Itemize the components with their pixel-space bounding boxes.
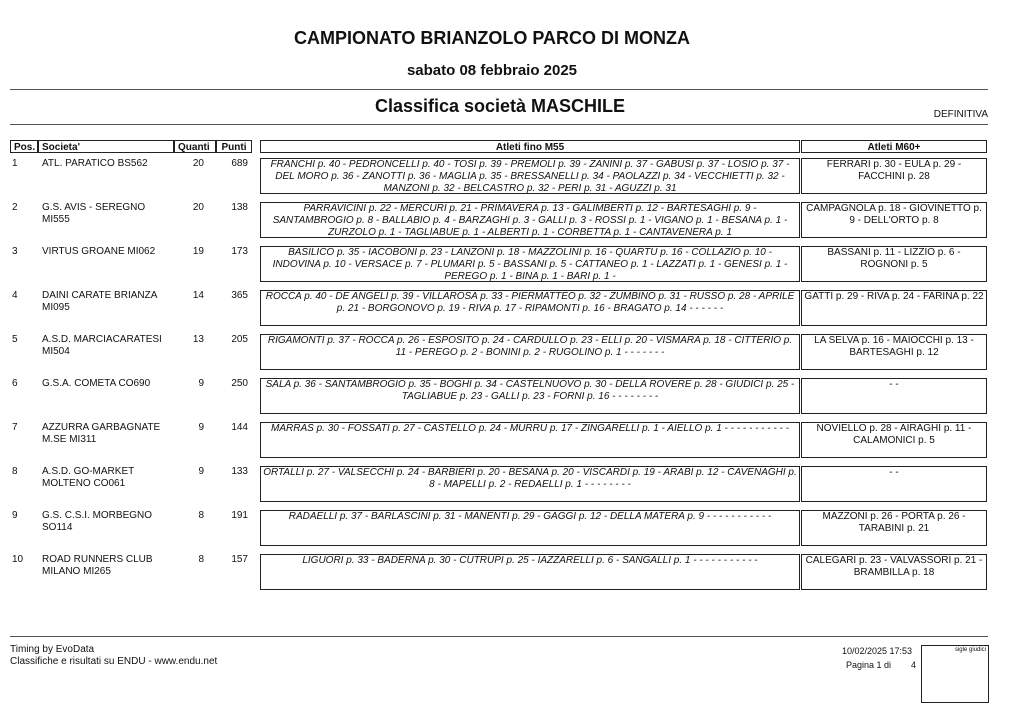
col-header-pos: Pos. (10, 140, 38, 153)
pos-cell: 9 (12, 510, 18, 521)
header-rule-bottom (10, 124, 988, 125)
m55-cell: LIGUORI p. 33 - BADERNA p. 30 - CUTRUPI p. 25 - IAZZARELLI p. 6 - SANGALLI p. 1 - - - - - - - - - - - (260, 554, 800, 590)
timing-credit: Timing by EvoData (10, 644, 95, 655)
header-rule (10, 89, 988, 90)
m55-cell: MARRAS p. 30 - FOSSATI p. 27 - CASTELLO p. 24 - MURRU p. 17 - ZINGARELLI p. 1 - AIELLO p. 1 - - - - - - - - - - - (260, 422, 800, 458)
m60-cell: BASSANI p. 11 - LIZZIO p. 6 - ROGNONI p. 5 (801, 246, 987, 282)
m55-cell: ORTALLI p. 27 - VALSECCHI p. 24 - BARBIERI p. 20 - BESANA p. 20 - VISCARDI p. 19 - ARABI p. 12 - CAVENAGHI p. 8 - MAPELLI p. 2 - REDAELLI p. 1 - - - - - - - - (260, 466, 800, 502)
championship-title: CAMPIONATO BRIANZOLO PARCO DI MONZA (294, 28, 690, 48)
m60-cell: NOVIELLO p. 28 - AIRAGHI p. 11 - CALAMONICI p. 5 (801, 422, 987, 458)
col-header-m55: Atleti fino M55 (260, 140, 800, 153)
societa-cell: VIRTUS GROANE MI062 (42, 246, 156, 257)
col-header-punti: Punti (216, 140, 252, 153)
societa-cell: A.S.D. GO-MARKET MOLTENO CO061 (42, 466, 135, 489)
punti-cell: 133 (231, 466, 248, 477)
quanti-cell: 20 (192, 158, 204, 169)
m60-cell: CALEGARI p. 23 - VALVASSORI p. 21 - BRAMBILLA p. 18 (801, 554, 987, 590)
col-header-societa: Societa' (38, 140, 174, 153)
punti-cell: 157 (231, 554, 248, 565)
m60-cell: - - (801, 378, 987, 414)
pos-cell: 1 (12, 158, 18, 169)
societa-cell: A.S.D. MARCIACARATESI MI504 (42, 334, 162, 357)
classification-title: Classifica società MASCHILE (374, 96, 626, 116)
societa-cell: G.S. AVIS - SEREGNO MI555 (42, 202, 146, 225)
quanti-cell: 9 (198, 466, 204, 477)
m55-cell: RIGAMONTI p. 37 - ROCCA p. 26 - ESPOSITO p. 24 - CARDULLO p. 23 - ELLI p. 20 - VISMARA p. 18 - CITTERIO p. 11 - PEREGO p. 2 - BONINI p. 2 - RUGOLINO p. 1 - - - - - - - (260, 334, 800, 370)
signature-box (921, 645, 989, 703)
m60-cell: - - (801, 466, 987, 502)
societa-cell: AZZURRA GARBAGNATE M.SE MI311 (42, 422, 161, 445)
punti-cell: 689 (231, 158, 248, 169)
pos-cell: 6 (12, 378, 18, 389)
punti-cell: 191 (231, 510, 248, 521)
pos-cell: 3 (12, 246, 18, 257)
status-label: DEFINITIVA (933, 109, 988, 120)
m55-cell: ROCCA p. 40 - DE ANGELI p. 39 - VILLAROSA p. 33 - PIERMATTEO p. 32 - ZUMBINO p. 31 - RUSSO p. 28 - APRILE p. 21 - BORGONOVO p. 19 - RIVA p. 17 - RIPAMONTI p. 16 - BRAGATO p. 14 - - - - - - (260, 290, 800, 326)
societa-cell: G.S.A. COMETA CO690 (42, 378, 151, 389)
m55-cell: SALA p. 36 - SANTAMBROGIO p. 35 - BOGHI p. 34 - CASTELNUOVO p. 30 - DELLA ROVERE p. 28 - GIUDICI p. 25 - TAGLIABUE p. 23 - GALLI p. 23 - FORNI p. 16 - - - - - - - - (260, 378, 800, 414)
col-header-m60: Atleti M60+ (801, 140, 987, 153)
pos-cell: 7 (12, 422, 18, 433)
societa-cell: ATL. PARATICO BS562 (42, 158, 148, 169)
punti-cell: 250 (231, 378, 248, 389)
m55-cell: PARRAVICINI p. 22 - MERCURI p. 21 - PRIMAVERA p. 13 - GALIMBERTI p. 12 - BARTESAGHI p. 9 - SANTAMBROGIO p. 8 - BALLABIO p. 4 - BARZAGHI p. 3 - GALLI p. 3 - ROSSI p. 1 - VIGANO p. 1 - BESANA p. 1 - ZURZOLO p. 1 - TAGLIABUE p. 1 - ALBERTI p. 1 - CORBETTA p. 1 - CANTAVENERA p. 1 (260, 202, 800, 238)
event-date: sabato 08 febbraio 2025 (406, 62, 578, 79)
pos-cell: 8 (12, 466, 18, 477)
col-header-quanti: Quanti (174, 140, 216, 153)
quanti-cell: 9 (198, 422, 204, 433)
print-datetime: 10/02/2025 17:53 (842, 646, 913, 656)
punti-cell: 138 (231, 202, 248, 213)
m60-cell: MAZZONI p. 26 - PORTA p. 26 - TARABINI p. 21 (801, 510, 987, 546)
pos-cell: 5 (12, 334, 18, 345)
m55-cell: RADAELLI p. 37 - BARLASCINI p. 31 - MANENTI p. 29 - GAGGI p. 12 - DELLA MATERA p. 9 - - - - - - - - - - - (260, 510, 800, 546)
footer-rule (10, 636, 988, 637)
page-total: 4 (911, 660, 917, 670)
quanti-cell: 13 (192, 334, 204, 345)
punti-cell: 205 (231, 334, 248, 345)
results-link-text: Classifiche e risultati su ENDU - www.endu.net (10, 656, 218, 667)
quanti-cell: 19 (192, 246, 204, 257)
m60-cell: FERRARI p. 30 - EULA p. 29 - FACCHINI p. 28 (801, 158, 987, 194)
m60-cell: GATTI p. 29 - RIVA p. 24 - FARINA p. 22 (801, 290, 987, 326)
societa-cell: G.S. C.S.I. MORBEGNO SO114 (42, 510, 153, 533)
quanti-cell: 8 (198, 554, 204, 565)
pos-cell: 10 (12, 554, 24, 565)
m55-cell: FRANCHI p. 40 - PEDRONCELLI p. 40 - TOSI p. 39 - PREMOLI p. 39 - ZANINI p. 37 - GABUSI p. 37 - LOSIO p. 37 - DEL MORO p. 36 - ZANOTTI p. 36 - MAGLIA p. 35 - BRESSANELLI p. 34 - PAOLAZZI p. 34 - VECCHIETTI p. 32 - MANZONI p. 32 - BELCASTRO p. 32 - PERI p. 31 - AGUZZI p. 31 (260, 158, 800, 194)
m60-cell: LA SELVA p. 16 - MAIOCCHI p. 13 - BARTESAGHI p. 12 (801, 334, 987, 370)
societa-cell: ROAD RUNNERS CLUB MILANO MI265 (42, 554, 153, 577)
pos-cell: 4 (12, 290, 18, 301)
m60-cell: CAMPAGNOLA p. 18 - GIOVINETTO p. 9 - DELL'ORTO p. 8 (801, 202, 987, 238)
punti-cell: 144 (231, 422, 248, 433)
punti-cell: 173 (231, 246, 248, 257)
quanti-cell: 8 (198, 510, 204, 521)
punti-cell: 365 (231, 290, 248, 301)
quanti-cell: 9 (198, 378, 204, 389)
pos-cell: 2 (12, 202, 18, 213)
quanti-cell: 20 (192, 202, 204, 213)
signature-label: sigle giudici (954, 647, 986, 653)
societa-cell: DAINI CARATE BRIANZA MI095 (42, 290, 157, 313)
page-label: Pagina 1 di (846, 660, 892, 670)
quanti-cell: 14 (192, 290, 204, 301)
m55-cell: BASILICO p. 35 - IACOBONI p. 23 - LANZONI p. 18 - MAZZOLINI p. 16 - QUARTU p. 16 - COLLAZIO p. 10 - INDOVINA p. 10 - VERSACE p. 7 - PLUMARI p. 5 - BASSANI p. 5 - CATTANEO p. 1 - LAZZATI p. 1 - GENESI p. 1 - PEREGO p. 1 - BINA p. 1 - BARI p. 1 - (260, 246, 800, 282)
